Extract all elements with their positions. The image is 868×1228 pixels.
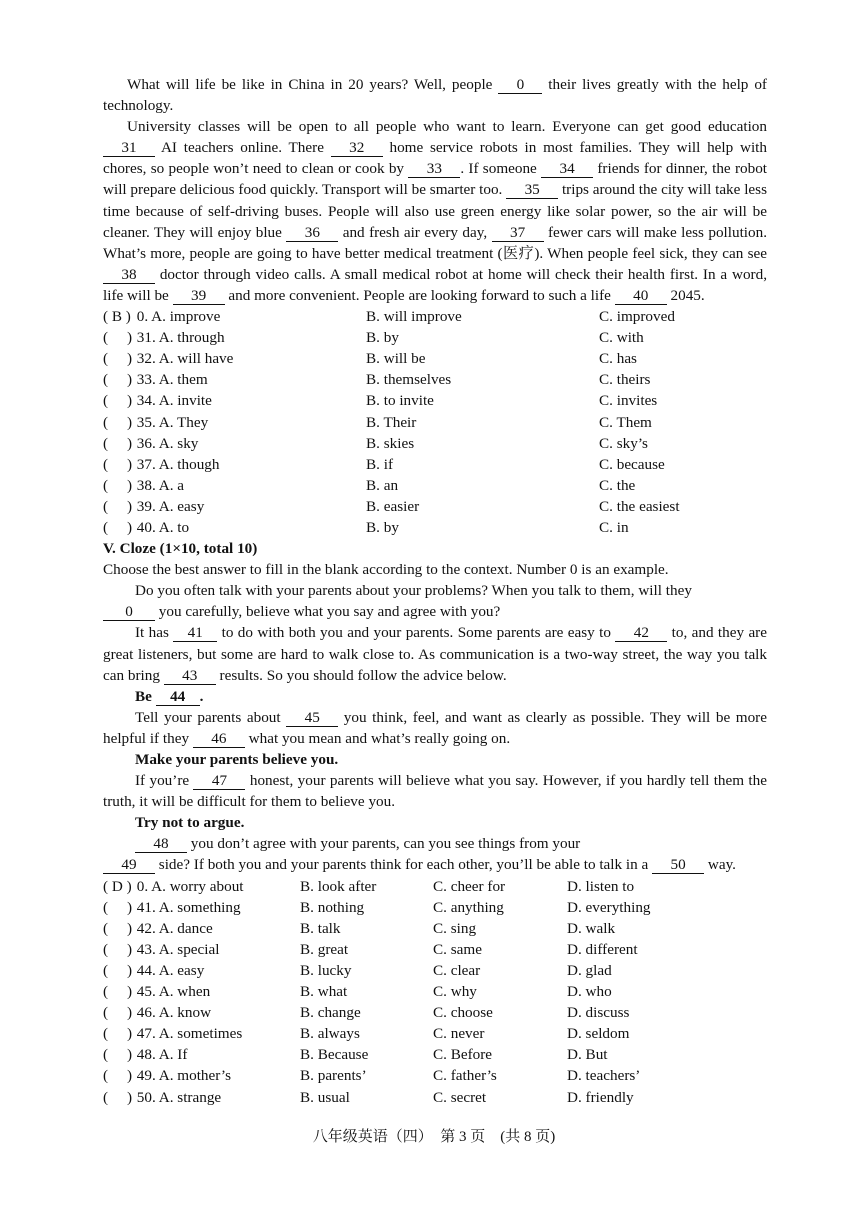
option-row xyxy=(103,1087,767,1108)
heading-argue: Try not to argue. xyxy=(135,814,245,832)
question-choices xyxy=(103,897,300,918)
option-b: B. always xyxy=(300,1025,360,1043)
option-b: B. will be xyxy=(366,350,426,368)
cloze-para2 xyxy=(103,622,767,685)
option-row xyxy=(103,454,767,475)
text: you think, feel, and want as clearly as possible. They will be more helpful if they xyxy=(103,708,767,747)
option-a: 34. A. invite xyxy=(133,392,212,410)
question-choices xyxy=(103,390,366,411)
option-c: C. clear xyxy=(433,961,481,979)
text: home service robots in most families. They will help with chores, so people won’t need to clean or cook by xyxy=(103,139,767,178)
answer-bracket: ( D ) xyxy=(103,877,132,895)
option-d: D. different xyxy=(567,940,638,958)
section-title: V. Cloze (1×10, total 10) xyxy=(103,540,258,558)
option-row xyxy=(103,475,767,496)
blank-40: 40 xyxy=(615,287,667,305)
option-c: C. Them xyxy=(599,413,652,431)
option-a: 49. A. mother’s xyxy=(133,1067,232,1085)
blank-31: 31 xyxy=(103,139,155,157)
option-c: C. cheer for xyxy=(433,877,506,895)
question-choices xyxy=(103,960,300,981)
option-b: B. great xyxy=(300,940,349,958)
option-b: B. usual xyxy=(300,1088,350,1106)
option-row xyxy=(103,412,767,433)
blank-37: 37 xyxy=(492,224,544,242)
answer-bracket: ( ) xyxy=(103,329,133,347)
option-b: B. look after xyxy=(300,877,377,895)
option-d: D. teachers’ xyxy=(567,1067,641,1085)
text: you carefully, believe what you say and agree with you? xyxy=(155,603,501,621)
answer-bracket: ( ) xyxy=(103,413,133,431)
option-a: 0. A. improve xyxy=(133,308,221,326)
option-row xyxy=(103,327,767,348)
option-a: 47. A. sometimes xyxy=(133,1025,243,1043)
option-a: 50. A. strange xyxy=(133,1088,222,1106)
answer-bracket: ( ) xyxy=(103,1025,133,1043)
option-b: B. lucky xyxy=(300,961,352,979)
question-choices xyxy=(103,1002,300,1023)
question-choices xyxy=(103,327,366,348)
option-row xyxy=(103,306,767,327)
option-a: 44. A. easy xyxy=(133,961,205,979)
question-choices xyxy=(103,1065,300,1086)
question-choices xyxy=(103,981,300,1002)
text: 2045. xyxy=(666,286,705,304)
blank-43: 43 xyxy=(164,667,216,685)
option-row xyxy=(103,1002,767,1023)
blank-50: 50 xyxy=(652,856,704,874)
answer-bracket: ( ) xyxy=(103,455,133,473)
text: and fresh air every day, xyxy=(338,223,492,241)
option-c: C. in xyxy=(599,518,629,536)
option-a: 48. A. If xyxy=(133,1046,188,1064)
answer-bracket: ( ) xyxy=(103,518,133,536)
answer-bracket: ( ) xyxy=(103,1004,133,1022)
question-choices xyxy=(103,876,300,897)
option-row xyxy=(103,1023,767,1044)
option-a: 38. A. a xyxy=(133,476,185,494)
option-c: C. with xyxy=(599,329,644,347)
option-c: C. has xyxy=(599,350,637,368)
option-b: B. parents’ xyxy=(300,1067,367,1085)
question-choices xyxy=(103,1044,300,1065)
answer-bracket: ( ) xyxy=(103,434,133,452)
option-a: 31. A. through xyxy=(133,329,225,347)
option-a: 36. A. sky xyxy=(133,434,199,452)
option-c: C. father’s xyxy=(433,1067,497,1085)
option-c: C. anything xyxy=(433,898,504,916)
blank-42: 42 xyxy=(615,624,667,642)
question-choices xyxy=(103,939,300,960)
option-d: D. discuss xyxy=(567,1004,630,1022)
option-b: B. if xyxy=(366,455,394,473)
answer-bracket: ( ) xyxy=(103,497,133,515)
option-d: D. But xyxy=(567,1046,608,1064)
option-row xyxy=(103,517,767,538)
option-b: B. an xyxy=(366,476,399,494)
question-choices xyxy=(103,1023,300,1044)
option-a: 39. A. easy xyxy=(133,497,205,515)
option-a: 37. A. though xyxy=(133,455,220,473)
answer-bracket: ( ) xyxy=(103,476,133,494)
text: Tell your parents about xyxy=(135,708,287,726)
option-a: 46. A. know xyxy=(133,1004,212,1022)
option-c: C. secret xyxy=(433,1088,487,1106)
answer-bracket: ( ) xyxy=(103,371,133,389)
option-row xyxy=(103,1065,767,1086)
text: University classes will be open to all people who want to learn. Everyone can get good education xyxy=(127,118,767,136)
blank-46: 46 xyxy=(193,730,245,748)
text: trips around the city will take less time because of self-driving buses. People will also use green energy like solar power, so the air will be cleaner. They will enjoy blue xyxy=(103,181,767,241)
option-b: B. what xyxy=(300,983,348,1001)
text: If you’re xyxy=(135,772,194,790)
option-c: C. theirs xyxy=(599,371,651,389)
option-row xyxy=(103,897,767,918)
option-b: B. by xyxy=(366,518,399,536)
text: results. So you should follow the advice below. xyxy=(215,666,507,684)
blank-49: 49 xyxy=(103,856,155,874)
question-choices xyxy=(103,306,366,327)
text: Do you often talk with your parents about your problems? When you talk to them, will they xyxy=(135,582,692,600)
option-a: 45. A. when xyxy=(133,983,211,1001)
option-b: B. talk xyxy=(300,919,341,937)
text: fewer cars will make less pollution. What’s more, people are going to have better medical treatment (医疗). When people feel sick, they can see xyxy=(103,223,767,262)
blank-41: 41 xyxy=(173,624,217,642)
option-c: C. improved xyxy=(599,308,675,326)
option-c: C. sing xyxy=(433,919,477,937)
blank-35: 35 xyxy=(506,181,558,199)
option-b: B. easier xyxy=(366,497,420,515)
option-b: B. to invite xyxy=(366,392,434,410)
text: to do with both you and your parents. Some parents are easy to xyxy=(217,624,616,642)
question-choices xyxy=(103,454,366,475)
blank-0: 0 xyxy=(103,603,155,621)
blank-47: 47 xyxy=(193,772,245,790)
blank-39: 39 xyxy=(173,287,225,305)
blank-0: 0 xyxy=(498,76,542,94)
options-block-1 xyxy=(103,306,767,538)
option-c: C. same xyxy=(433,940,482,958)
text: side? If both you and your parents think for each other, you’ll be able to talk in a xyxy=(155,856,653,874)
options-block-2 xyxy=(103,876,767,1108)
blank-34: 34 xyxy=(541,160,593,178)
option-row xyxy=(103,369,767,390)
option-d: D. friendly xyxy=(567,1088,634,1106)
blank-48: 48 xyxy=(135,835,187,853)
option-b: B. Their xyxy=(366,413,417,431)
option-row xyxy=(103,390,767,411)
passage1-para1 xyxy=(103,74,767,116)
option-d: D. everything xyxy=(567,898,651,916)
cloze-para1 xyxy=(103,580,767,622)
option-a: 0. A. worry about xyxy=(133,877,244,895)
option-a: 40. A. to xyxy=(133,518,190,536)
text: Be xyxy=(135,687,156,705)
text: and more convenient. People are looking forward to such a life xyxy=(224,286,615,304)
passage1-para2 xyxy=(103,116,767,306)
option-a: 35. A. They xyxy=(133,413,209,431)
text: to, and they are great listeners, but some are hard to walk close to. As communication is a two-way street, the way you talk can bring xyxy=(103,624,767,684)
question-choices xyxy=(103,918,300,939)
option-d: D. glad xyxy=(567,961,612,979)
heading-be xyxy=(103,686,767,707)
cloze-para3 xyxy=(103,707,767,749)
option-a: 43. A. special xyxy=(133,940,220,958)
blank-36: 36 xyxy=(286,224,338,242)
option-c: C. sky’s xyxy=(599,434,648,452)
option-c: C. choose xyxy=(433,1004,493,1022)
option-row xyxy=(103,960,767,981)
option-c: C. never xyxy=(433,1025,485,1043)
answer-bracket: ( ) xyxy=(103,940,133,958)
text: you don’t agree with your parents, can you see things from your xyxy=(187,835,581,853)
answer-bracket: ( ) xyxy=(103,350,133,368)
option-row xyxy=(103,981,767,1002)
option-d: D. walk xyxy=(567,919,616,937)
blank-45: 45 xyxy=(286,709,338,727)
option-b: B. change xyxy=(300,1004,361,1022)
answer-bracket: ( ) xyxy=(103,919,133,937)
blank-44: 44 xyxy=(156,688,200,706)
blank-32: 32 xyxy=(331,139,383,157)
question-choices xyxy=(103,412,366,433)
option-c: C. why xyxy=(433,983,477,1001)
option-a: 42. A. dance xyxy=(133,919,213,937)
option-d: D. who xyxy=(567,983,612,1001)
option-b: B. by xyxy=(366,329,399,347)
option-d: D. seldom xyxy=(567,1025,630,1043)
option-b: B. themselves xyxy=(366,371,452,389)
text: doctor through video calls. A small medical robot at home will check their health first. In a word, life will be xyxy=(103,265,767,304)
option-b: B. will improve xyxy=(366,308,462,326)
option-row xyxy=(103,433,767,454)
option-row xyxy=(103,939,767,960)
answer-bracket: ( ) xyxy=(103,392,133,410)
option-c: C. invites xyxy=(599,392,658,410)
cloze-para4 xyxy=(103,770,767,812)
answer-bracket: ( ) xyxy=(103,898,133,916)
option-b: B. nothing xyxy=(300,898,365,916)
option-b: B. Because xyxy=(300,1046,369,1064)
answer-bracket: ( ) xyxy=(103,983,133,1001)
answer-bracket: ( ) xyxy=(103,1088,133,1106)
option-c: C. the easiest xyxy=(599,497,680,515)
question-choices xyxy=(103,348,366,369)
option-a: 32. A. will have xyxy=(133,350,234,368)
option-row xyxy=(103,496,767,517)
option-b: B. skies xyxy=(366,434,415,452)
question-choices xyxy=(103,517,366,538)
exam-page xyxy=(103,74,767,1108)
question-choices xyxy=(103,496,366,517)
text: . If someone xyxy=(460,160,542,178)
cloze-para5 xyxy=(103,833,767,875)
text: . xyxy=(199,687,204,705)
option-c: C. the xyxy=(599,476,636,494)
option-c: C. Before xyxy=(433,1046,493,1064)
answer-bracket: ( B ) xyxy=(103,308,131,326)
option-a: 41. A. something xyxy=(133,898,241,916)
answer-bracket: ( ) xyxy=(103,961,133,979)
answer-bracket: ( ) xyxy=(103,1067,133,1085)
question-choices xyxy=(103,475,366,496)
blank-33: 33 xyxy=(408,160,460,178)
option-c: C. because xyxy=(599,455,665,473)
question-choices xyxy=(103,433,366,454)
blank-38: 38 xyxy=(103,266,155,284)
text: What will life be like in China in 20 years? Well, people xyxy=(127,76,499,93)
text: friends for dinner, the robot will prepare delicious food quickly. Transport will be smarter too. xyxy=(103,160,768,199)
text: way. xyxy=(704,856,736,874)
text: their lives greatly with the help of technology. xyxy=(103,76,767,115)
option-a: 33. A. them xyxy=(133,371,208,389)
page-footer: 八年级英语（四） 第 3 页 (共 8 页) xyxy=(312,1129,556,1145)
text: AI teachers online. There xyxy=(155,139,331,157)
option-row xyxy=(103,1044,767,1065)
option-row xyxy=(103,876,767,897)
text: It has xyxy=(135,624,174,642)
question-choices xyxy=(103,1087,300,1108)
text: honest, your parents will believe what you say. However, if you hardly tell them the truth, it will be difficult for them to believe you. xyxy=(103,772,767,811)
section-instruction: Choose the best answer to fill in the blank according to the context. Number 0 is an example. xyxy=(103,561,669,579)
option-row xyxy=(103,918,767,939)
heading-believe: Make your parents believe you. xyxy=(135,751,339,768)
question-choices xyxy=(103,369,366,390)
answer-bracket: ( ) xyxy=(103,1046,133,1064)
option-row xyxy=(103,348,767,369)
option-d: D. listen to xyxy=(567,877,635,895)
text: what you mean and what’s really going on. xyxy=(244,729,511,747)
